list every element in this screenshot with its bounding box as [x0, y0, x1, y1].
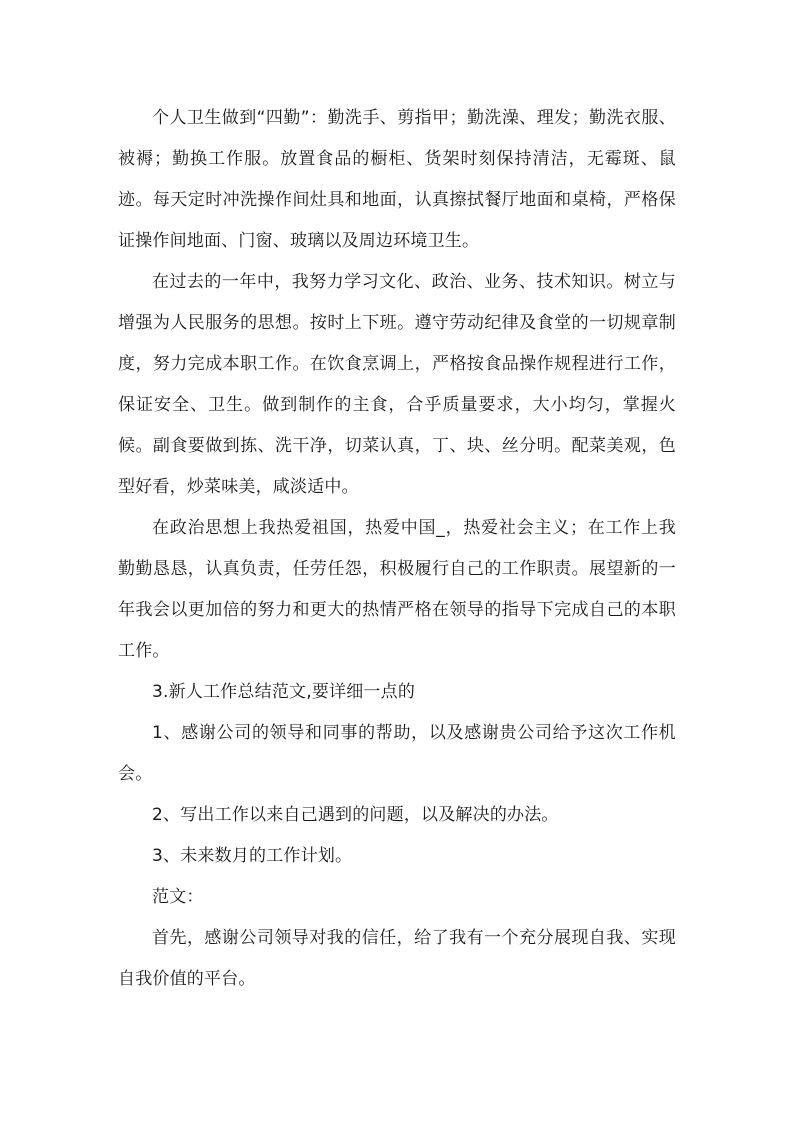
section-heading: 3.新人工作总结范文,要详细一点的	[152, 682, 416, 702]
paragraph-hygiene: 个人卫生做到“四勤”：勤洗手、剪指甲；勤洗澡、理发；勤洗衣服、被褥；勤换工作服。放置食品的橱柜、货架时刻保持清洁，无霉斑、鼠迹。每天定时冲洗操作间灶具和地面，认真擦拭餐厅地面和桌椅，严格保证操作间地面、门窗、玻璃以及周边环境卫生。	[118, 108, 676, 251]
paragraph-past-year: 在过去的一年中，我努力学习文化、政治、业务、技术知识。树立与增强为人民服务的思想。按时上下班。遵守劳动纪律及食堂的一切规章制度，努力完成本职工作。在饮食烹调上，严格按食品操作规程进行工作，保证安全、卫生。做到制作的主食，合乎质量要求，大小均匀，掌握火候。副食要做到拣、洗干净，切菜认真，丁、块、丝分明。配菜美观，色型好看，炒菜味美，咸淡适中。	[118, 272, 676, 497]
list-item-plan: 3、未来数月的工作计划。	[152, 846, 353, 866]
document-page	[118, 98, 676, 1000]
list-item-problems: 2、写出工作以来自己遇到的问题，以及解决的办法。	[152, 805, 559, 825]
paragraph-first: 首先，感谢公司领导对我的信任，给了我有一个充分展现自我、实现自我价值的平台。	[118, 928, 676, 989]
paragraph-political-thought: 在政治思想上我热爱祖国，热爱中国_，热爱社会主义；在工作上我勤勤恳恳，认真负责，任劳任怨，积极履行自己的工作职责。展望新的一年我会以更加倍的努力和更大的热情严格在领导的指导下完成自己的本职工作。	[118, 518, 676, 661]
sample-label: 范文：	[152, 887, 204, 907]
list-item-thanks: 1、感谢公司的领导和同事的帮助，以及感谢贵公司给予这次工作机会。	[118, 723, 676, 784]
